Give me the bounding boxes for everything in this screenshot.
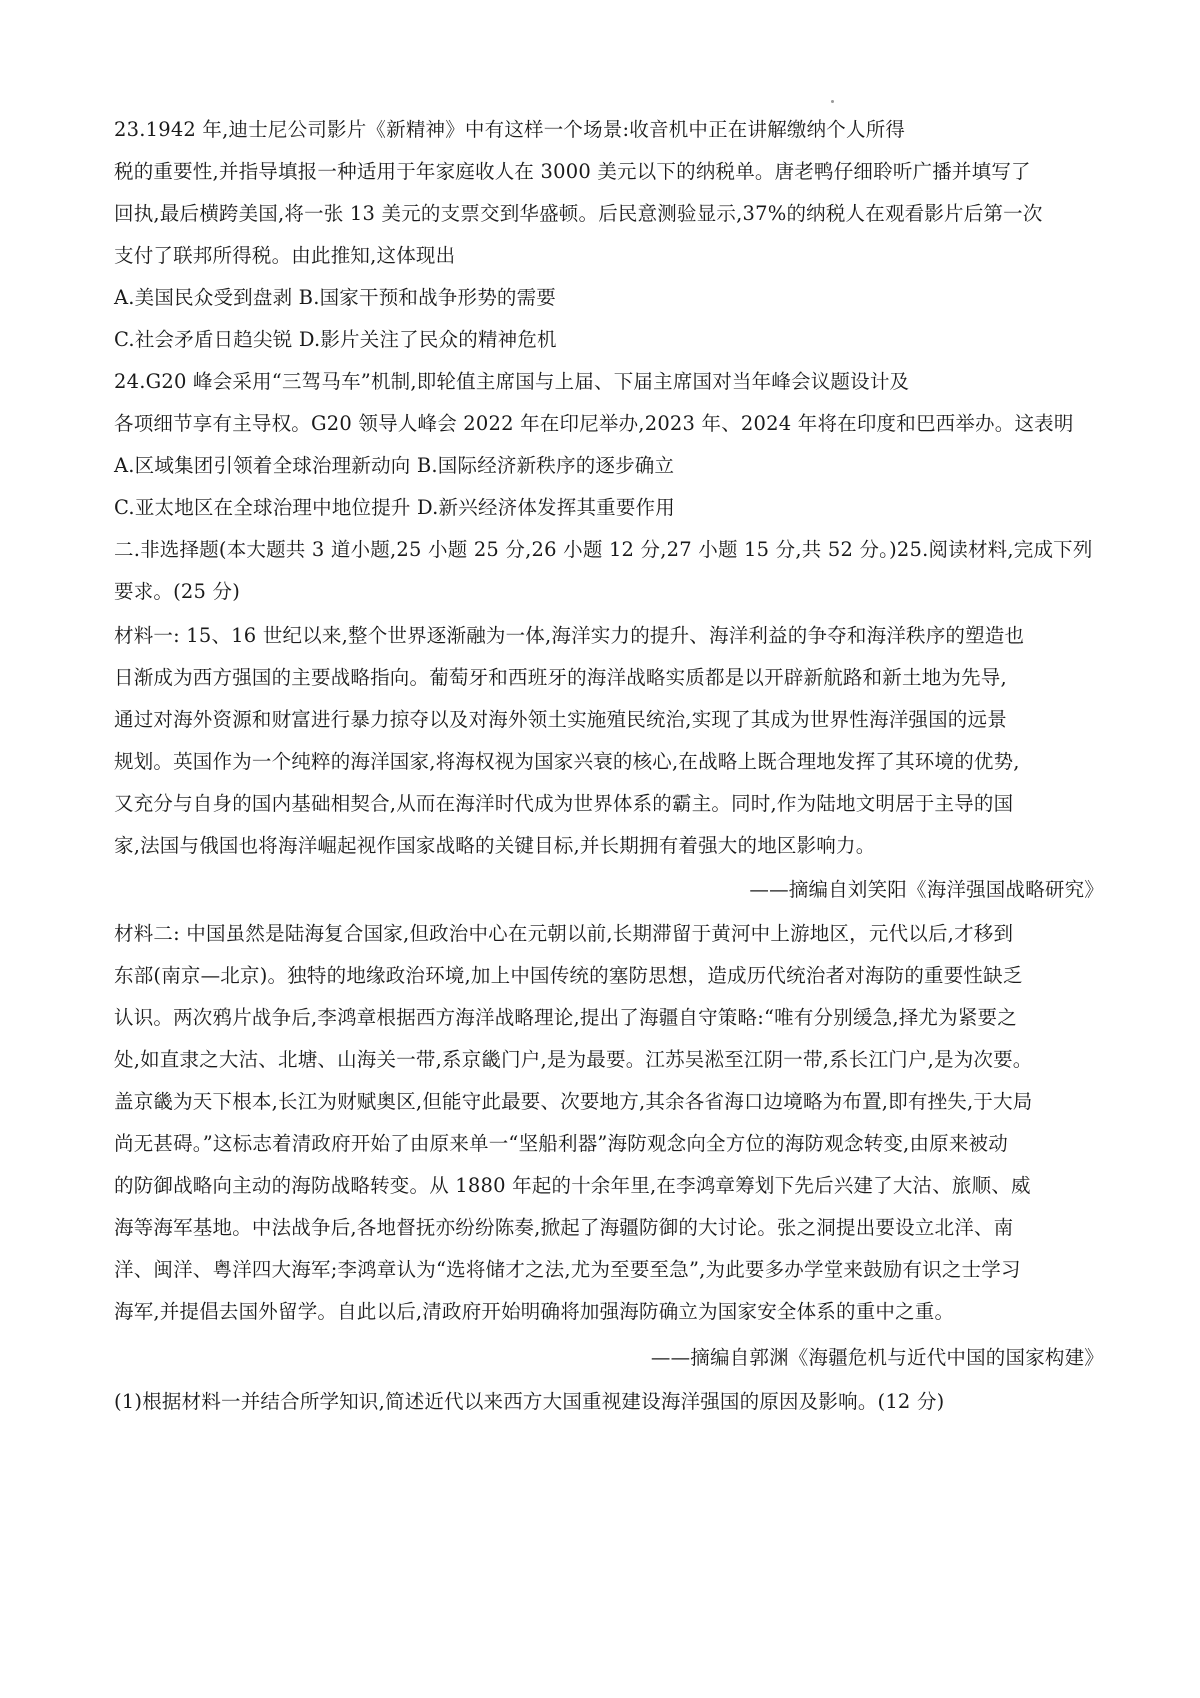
material2-line-4: 处,如直隶之大沽、北塘、山海关一带,系京畿门户,是为最要。江苏吴淞至江阴一带,系长江门户,是为次要。 [114, 1048, 1033, 1071]
q24-line-1: 24.G20 峰会采用“三驾马车”机制,即轮值主席国与上届、下届主席国对当年峰会议题设计及 [114, 370, 910, 393]
q23-options-cd: C.社会矛盾日趋尖锐 D.影片关注了民众的精神危机 [114, 328, 557, 351]
material2-line-3: 认识。两次鸦片战争后,李鸿章根据西方海洋战略理论,提出了海疆自守策略:“唯有分别缓急,择尤为紧要之 [114, 1006, 1017, 1029]
q23-options-ab: A.美国民众受到盘剥 B.国家干预和战争形势的需要 [114, 286, 557, 309]
material1-line-6: 家,法国与俄国也将海洋崛起视作国家战略的关键目标,并长期拥有着强大的地区影响力。 [114, 834, 876, 857]
material1-source: ——摘编自刘笑阳《海洋强国战略研究》 [749, 878, 1104, 901]
material2-line-5: 盖京畿为天下根本,长江为财赋奥区,但能守此最要、次要地方,其余各省海口边境略为布置,即有挫失,于大局 [114, 1090, 1033, 1113]
material2-source: ——摘编自郭渊《海疆危机与近代中国的国家构建》 [650, 1346, 1104, 1369]
q24-line-2: 各项细节享有主导权。G20 领导人峰会 2022 年在印尼举办,2023 年、2024 年将在印度和巴西举办。这表明 [114, 412, 1074, 435]
section2-heading-line-1: 二.非选择题(本大题共 3 道小题,25 小题 25 分,26 小题 12 分,27 小题 15 分,共 52 分。)25.阅读材料,完成下列 [114, 538, 1093, 561]
material2-line-8: 海等海军基地。中法战争后,各地督抚亦纷纷陈奏,掀起了海疆防御的大讨论。张之洞提出要设立北洋、南 [114, 1216, 1014, 1239]
q24-options-ab: A.区域集团引领着全球治理新动向 B.国际经济新秩序的逐步确立 [114, 454, 675, 477]
q23-line-3: 回执,最后横跨美国,将一张 13 美元的支票交到华盛顿。后民意测验显示,37%的纳税人在观看影片后第一次 [114, 202, 1043, 225]
material1-line-2: 日渐成为西方强国的主要战略指向。葡萄牙和西班牙的海洋战略实质都是以开辟新航路和新土地为先导, [114, 666, 1007, 689]
q23-line-1: 23.1942 年,迪士尼公司影片《新精神》中有这样一个场景:收音机中正在讲解缴纳个人所得 [114, 118, 906, 141]
section2-heading-line-2: 要求。(25 分) [114, 580, 241, 603]
material1-line-3: 通过对海外资源和财富进行暴力掠夺以及对海外领土实施殖民统治,实现了其成为世界性海洋强国的远景 [114, 708, 1007, 731]
material1-line-5: 又充分与自身的国内基础相契合,从而在海洋时代成为世界体系的霸主。同时,作为陆地文明居于主导的国 [114, 792, 1014, 815]
material2-line-1: 材料二: 中国虽然是陆海复合国家,但政治中心在元朝以前,长期滞留于黄河中上游地区，元代以后,才移到 [114, 922, 1014, 945]
scan-speck [831, 100, 834, 103]
material1-line-1: 材料一: 15、16 世纪以来,整个世界逐渐融为一体,海洋实力的提升、海洋利益的争夺和海洋秩序的塑造也 [114, 624, 1025, 647]
q23-line-2: 税的重要性,并指导填报一种适用于年家庭收人在 3000 美元以下的纳税单。唐老鸭仔细聆听广播并填写了 [114, 160, 1031, 183]
material2-line-10: 海军,并提倡去国外留学。自此以后,清政府开始明确将加强海防确立为国家安全体系的重中之重。 [114, 1300, 955, 1323]
material2-line-6: 尚无甚碍。”这标志着清政府开始了由原来单一“坚船利器”海防观念向全方位的海防观念转变,由原来被动 [114, 1132, 1008, 1155]
material2-line-2: 东部(南京—北京)。独特的地缘政治环境,加上中国传统的塞防思想，造成历代统治者对海防的重要性缺乏 [114, 964, 1023, 987]
material2-line-9: 洋、闽洋、粤洋四大海军;李鸿章认为“选将储才之法,尤为至要至急”,为此要多办学堂来鼓励有识之士学习 [114, 1258, 1021, 1281]
q23-line-4: 支付了联邦所得税。由此推知,这体现出 [114, 244, 456, 267]
material1-line-4: 规划。英国作为一个纯粹的海洋国家,将海权视为国家兴衰的核心,在战略上既合理地发挥了其环境的优势, [114, 750, 1020, 773]
q25-part1: (1)根据材料一并结合所学知识,简述近代以来西方大国重视建设海洋强国的原因及影响。(12 分) [114, 1390, 945, 1413]
material2-line-7: 的防御战略向主动的海防战略转变。从 1880 年起的十余年里,在李鸿章筹划下先后兴建了大沽、旅顺、威 [114, 1174, 1031, 1197]
q24-options-cd: C.亚太地区在全球治理中地位提升 D.新兴经济体发挥其重要作用 [114, 496, 675, 519]
